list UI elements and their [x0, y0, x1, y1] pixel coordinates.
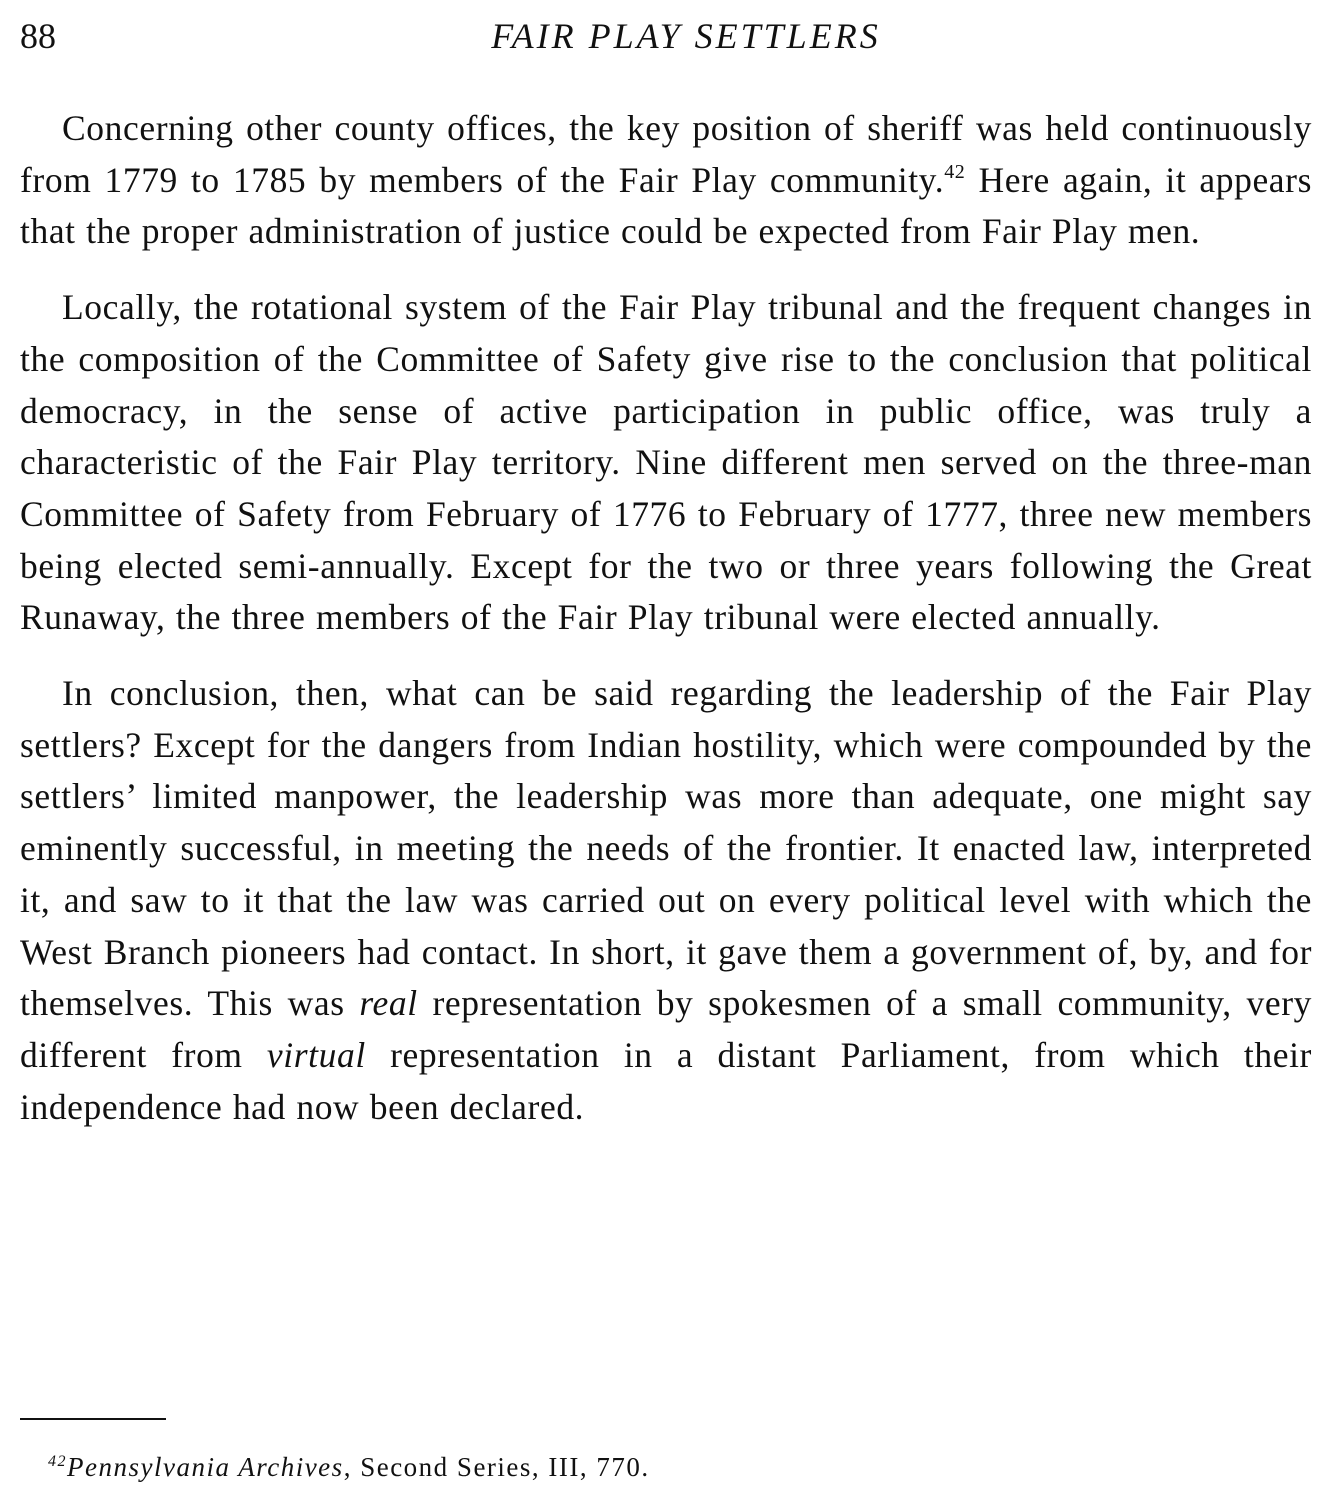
page-number: 88	[20, 16, 56, 56]
footnote-source-title: Pennsylvania Archives	[67, 1452, 344, 1482]
running-head	[20, 14, 1312, 64]
paragraph-conclusion-text-end: representation in a distant Parliament, from which their independence had now been declared.	[20, 1034, 1312, 1127]
emphasis-real: real	[359, 983, 418, 1024]
paragraph-conclusion-text: In conclusion, then, what can be said regarding the leadership of the Fair Play settlers? Except for the dangers from Indian hostility, which were compounded by the settlers’ limited manpower, the leadership was more than adequate, one might say eminently successful, in meeting the needs of the frontier. It enacted law, interpreted it, and saw to it that the law was carried out on every political level with which the West Branch pioneers had contact. In short, it gave them a government of, by, and for themselves. This was	[20, 673, 1312, 1024]
book-page	[20, 0, 1312, 1500]
emphasis-virtual: virtual	[266, 1034, 366, 1075]
footnote-rule	[20, 1418, 166, 1420]
footnote	[48, 1450, 650, 1484]
footnote-citation: , Second Series, III, 770.	[343, 1452, 650, 1482]
running-title: FAIR PLAY SETTLERS	[491, 16, 881, 56]
body-text	[20, 103, 1312, 1133]
paragraph-sheriff	[20, 103, 1312, 258]
paragraph-conclusion	[20, 668, 1312, 1133]
paragraph-rotational-system: Locally, the rotational system of the Fair Play tribunal and the frequent changes in the composition of the Committee of Safety give rise to the conclusion that political democracy, in the sense of active participation in public office, was truly a characteristic of the Fair Play territory. Nine different men served on the three-man Committee of Safety from February of 1776 to February of 1777, three new members being elected semi-annually. Except for the two or three years following the Great Runaway, the three members of the Fair Play tribunal were elected annually.	[20, 287, 1312, 638]
footnote-mark: 42	[48, 1453, 67, 1470]
footnote-reference: 42	[944, 160, 966, 183]
paragraph-sheriff-text-cont: Here again, it appears that the proper administration of justice could be expected from Fair Play men.	[20, 159, 1312, 252]
paragraph-sheriff-text: Concerning other county offices, the key position of sheriff was held continuously from 1779 to 1785 by members of the Fair Play community.	[20, 108, 1312, 200]
paragraph-conclusion-text-cont: representation by spokesmen of a small community, very different from	[20, 983, 1312, 1075]
